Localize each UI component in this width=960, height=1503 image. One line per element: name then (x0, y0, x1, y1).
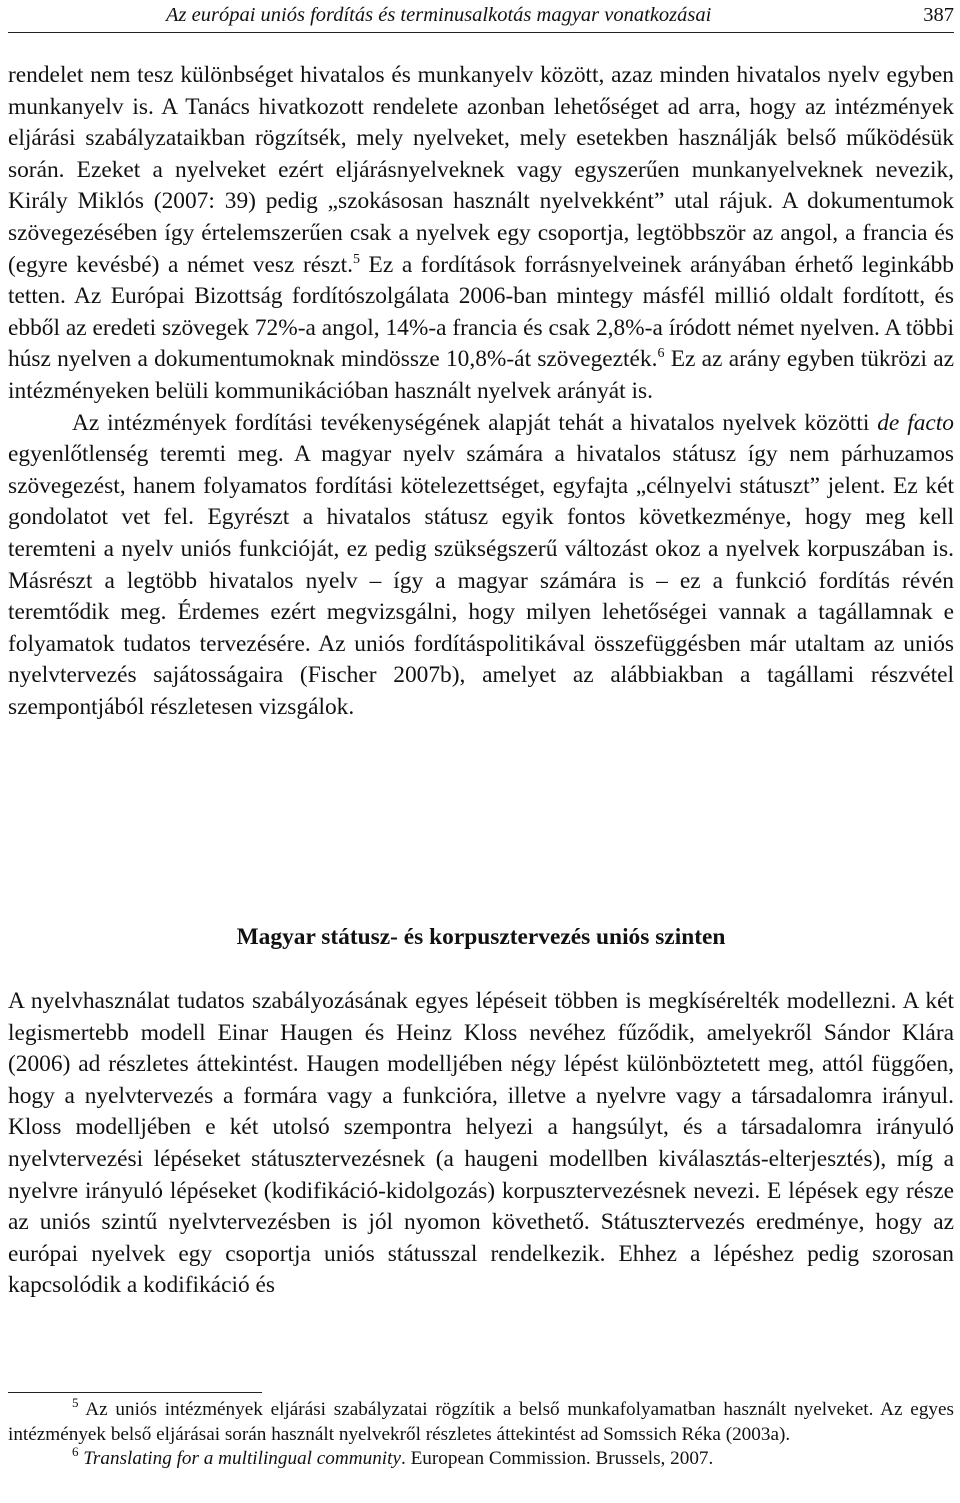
paragraph-text: Az intézmények fordítási tevékenységének alapját tehát a hivatalos nyelvek közötti (72, 409, 878, 436)
footnote-number: 5 (72, 1395, 79, 1410)
footnote-ref-6[interactable]: 6 (657, 346, 665, 362)
footnote-5 (8, 1395, 954, 1447)
footnote-text: . European Commission. Brussels, 2007. (400, 1448, 714, 1470)
paragraph-text: Ez a fordítások forrásnyelveinek arányában érhető leginkább tetten. Az Európai Bizottság fordítószolgálata 2006-ban mintegy másfél millió oldalt fordított, és ebből az eredeti szövegek 72%-a angol, 14%-a francia és csak 2,8%-a íródott német nyelven. A többi húsz nyelven a dokumentumoknak mindössze 10,8%-át szövegezték. (8, 251, 954, 373)
footnote-text: Az uniós intézmények eljárási szabályzatai rögzítik a belső munkafolyamatban használt nyelveket. Az egyes intézmények belső eljárásai során használt nyelvekről részletes áttekintést ad Somssich Réka (2003a). (8, 1399, 954, 1445)
running-head-title: Az európai uniós fordítás és terminusalkotás magyar vonatkozásai (166, 4, 712, 26)
paragraph-1 (8, 60, 954, 408)
paragraph-text: egyenlőtlenség teremti meg. A magyar nyelv számára a hivatalos státusz így nem párhuzamos szövegezést, hanem folyamatos fordítási kötelezettséget, egyfajta „célnyelvi státuszt” jelent. Ez két gondolatot vet fel. Egyrészt a hivatalos státusz egyik fontos következménye, hogy meg kell teremteni a nyelv uniós funkcióját, ez pedig szükségszerű változást okoz a nyelvek korpuszában is. Másrészt a legtöbb hivatalos nyelv – így a magyar számára is – ez a funkció fordítás révén teremtődik meg. Érdemes ezért megvizsgálni, hogy milyen lehetőségei vannak a tagállamnak e folyamatok tudatos tervezésére. Az uniós fordításpolitikával összefüggésben már utaltam az uniós nyelvtervezés sajátosságaira (Fischer 2007b), amelyet az alábbiakban a tagállami részvétel szempontjából részletesen vizsgálok. (8, 441, 954, 720)
body-text (8, 60, 954, 723)
section-body (8, 986, 954, 1302)
footnote-number: 6 (72, 1444, 79, 1460)
footnotes (8, 1395, 954, 1472)
section-heading: Magyar státusz- és korpusztervezés uniós szinten (236, 924, 726, 950)
footnote-divider (8, 1392, 262, 1393)
footnote-ref-5[interactable]: 5 (352, 251, 360, 267)
italic-text: de facto (877, 409, 954, 436)
paragraph-2 (8, 408, 954, 724)
footnote-italic-title: Translating for a multilingual community (83, 1448, 401, 1470)
running-head (8, 0, 954, 33)
paragraph-text: rendelet nem tesz különbséget hivatalos és munkanyelv között, azaz minden hivatalos nyelv egyben munkanyelv is. A Tanács hivatkozott rendelete azonban lehetőséget ad arra, hogy az intézmények eljárási szabályzataikban rögzítsék, mely nyelveket, mely esetekben használják belső működésük során. Ezeket a nyelveket ezért eljárásnyelveknek vagy egyszerűen munkanyelveknek nevezik, Király Miklós (2007: 39) pedig „szokásosan használt nyelvekként” utal rájuk. A dokumentumok szövegezésében így értelemszerűen csak a nyelvek egy csoportja, legtöbbször az angol, a francia és (egyre kevésbé) a német vesz részt. (8, 62, 954, 278)
paragraph-text: Ez az arány egyben tükrözi az intézményeken belüli kommunikációban használt nyelvek arányát is. (8, 346, 954, 404)
page-number: 387 (923, 4, 954, 26)
section-paragraph: A nyelvhasználat tudatos szabályozásának egyes lépéseit többen is megkísérelték modellezni. A két legismertebb modell Einar Haugen és Heinz Kloss nevéhez fűződik, amelyekről Sándor Klára (2006) ad részletes áttekintést. Haugen modelljében négy lépést különböztetett meg, attól függően, hogy a nyelvtervezés a formára vagy a funkcióra, illetve a nyelvre vagy a társadalomra irányul. Kloss modelljében e két utolsó szempontra helyezi a hangsúlyt, és a társadalomra irányuló nyelvtervezési lépéseket státusztervezésnek (a haugeni modellben kiválasztás-elterjesztés), míg a nyelvre irányuló lépéseket (kodifikáció-kidolgozás) korpusztervezésnek nevezi. E lépések egy része az uniós szintű nyelvtervezésben is jól nyomon követhető. Státusztervezés eredménye, hogy az európai nyelvek egy csoportja uniós státusszal rendelkezik. Ehhez a lépéshez pedig szorosan kapcsolódik a kodifikáció és (8, 988, 954, 1299)
footnote-6 (8, 1444, 954, 1472)
